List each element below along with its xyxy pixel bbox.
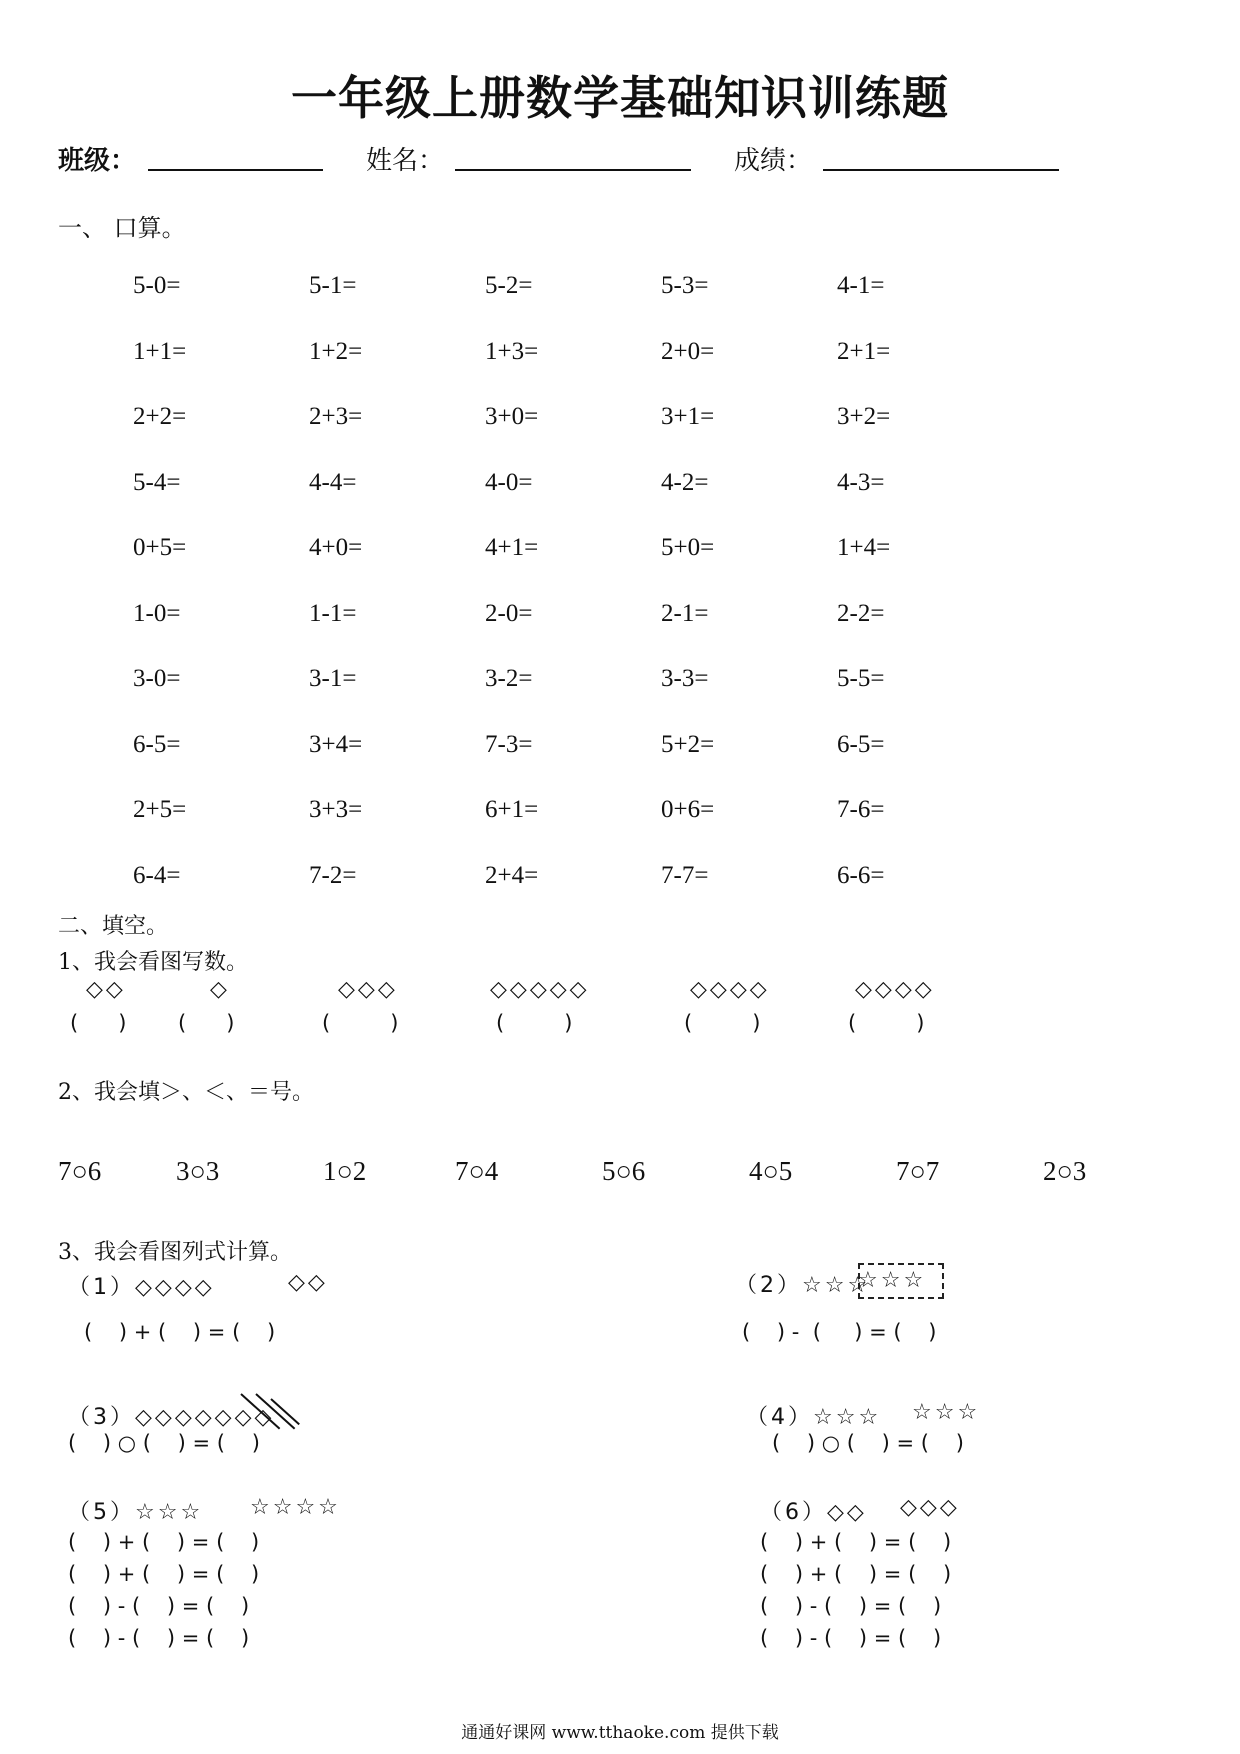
oral-item[interactable]: 2-1= xyxy=(661,600,709,627)
oral-item[interactable]: 5-5= xyxy=(837,665,885,692)
q2-compare-item[interactable]: 7○4 xyxy=(455,1156,499,1186)
p5-equation-4[interactable]: ( ) - ( ) = ( ) xyxy=(68,1626,250,1650)
oral-item[interactable]: 2-2= xyxy=(837,600,885,627)
oral-item[interactable]: 1-0= xyxy=(133,600,181,627)
oral-item[interactable]: 4-3= xyxy=(837,469,885,496)
p6-equation-1[interactable]: ( ) + ( ) = ( ) xyxy=(760,1530,952,1554)
oral-item[interactable]: 1+2= xyxy=(309,338,363,365)
oral-item[interactable]: 2-0= xyxy=(485,600,533,627)
score-blank[interactable] xyxy=(823,169,1059,171)
p6-equation-3[interactable]: ( ) - ( ) = ( ) xyxy=(760,1594,942,1618)
oral-item[interactable]: 2+4= xyxy=(485,862,539,889)
oral-item[interactable]: 5-4= xyxy=(133,469,181,496)
p4-extra-stars: ☆☆☆ xyxy=(912,1400,981,1425)
oral-item[interactable]: 4+1= xyxy=(485,534,539,561)
oral-item[interactable]: 2+5= xyxy=(133,796,187,823)
footer-note: 通通好课网 www.tthaoke.com 提供下载 xyxy=(461,1723,779,1743)
p6-equation-4[interactable]: ( ) - ( ) = ( ) xyxy=(760,1626,942,1650)
p4-label: （4）☆☆☆ xyxy=(746,1405,882,1430)
p5-equation-1[interactable]: ( ) + ( ) = ( ) xyxy=(68,1530,260,1554)
q1-diamond-group: ◇◇◇◇◇ xyxy=(490,977,590,1002)
oral-item[interactable]: 6-6= xyxy=(837,862,885,889)
oral-item[interactable]: 3+4= xyxy=(309,731,363,758)
q1-answer-blank[interactable]: ( ) xyxy=(178,1011,235,1035)
p2-equation[interactable]: ( ) - ( ) = ( ) xyxy=(742,1320,937,1344)
q2-compare-item[interactable]: 4○5 xyxy=(749,1156,793,1186)
q2-compare-item[interactable]: 1○2 xyxy=(323,1156,367,1186)
section1-heading: 一、 口算。 xyxy=(58,214,186,242)
q1-diamond-group: ◇◇◇◇ xyxy=(855,977,935,1002)
p6-label: （6）◇◇ xyxy=(760,1500,867,1525)
oral-item[interactable]: 6-4= xyxy=(133,862,181,889)
name-blank[interactable] xyxy=(455,169,691,171)
oral-item[interactable]: 1+3= xyxy=(485,338,539,365)
oral-item[interactable]: 7-6= xyxy=(837,796,885,823)
p4-equation[interactable]: ( ) ○ ( ) = ( ) xyxy=(772,1431,964,1455)
q2-compare-item[interactable]: 5○6 xyxy=(602,1156,646,1186)
q2-compare-item[interactable]: 2○3 xyxy=(1043,1156,1087,1186)
section2-heading: 二、填空。 xyxy=(58,914,169,939)
class-blank[interactable] xyxy=(148,169,323,171)
oral-item[interactable]: 3-0= xyxy=(133,665,181,692)
p2-boxed-stars: ☆☆☆ xyxy=(858,1268,927,1293)
oral-item[interactable]: 3-3= xyxy=(661,665,709,692)
name-label: 姓名： xyxy=(366,146,445,176)
q1-answer-blank[interactable]: ( ) xyxy=(848,1011,925,1035)
q3-heading: 3、我会看图列式计算。 xyxy=(58,1240,292,1265)
oral-item[interactable]: 1-1= xyxy=(309,600,357,627)
q1-answer-blank[interactable]: ( ) xyxy=(684,1011,761,1035)
p3-label: （3）◇◇◇◇◇◇◇ xyxy=(68,1405,275,1430)
oral-item[interactable]: 3-1= xyxy=(309,665,357,692)
worksheet-title: 一年级上册数学基础知识训练题 xyxy=(291,71,949,125)
q1-diamond-group: ◇◇◇ xyxy=(338,977,398,1002)
oral-item[interactable]: 5-3= xyxy=(661,272,709,299)
oral-item[interactable]: 1+1= xyxy=(133,338,187,365)
q1-diamond-group: ◇ xyxy=(210,977,230,1002)
q2-compare-item[interactable]: 3○3 xyxy=(176,1156,220,1186)
oral-item[interactable]: 2+0= xyxy=(661,338,715,365)
q1-diamond-group: ◇◇◇◇ xyxy=(690,977,770,1002)
oral-item[interactable]: 3+2= xyxy=(837,403,891,430)
p6-extra-diamonds: ◇◇◇ xyxy=(900,1495,960,1520)
p1-equation[interactable]: ( ) + ( ) = ( ) xyxy=(84,1320,276,1344)
oral-item[interactable]: 1+4= xyxy=(837,534,891,561)
oral-item[interactable]: 2+2= xyxy=(133,403,187,430)
oral-item[interactable]: 6+1= xyxy=(485,796,539,823)
p5-equation-3[interactable]: ( ) - ( ) = ( ) xyxy=(68,1594,250,1618)
oral-item[interactable]: 4-2= xyxy=(661,469,709,496)
p1-label: （1）◇◇◇◇ xyxy=(68,1275,215,1300)
oral-item[interactable]: 3-2= xyxy=(485,665,533,692)
oral-item[interactable]: 2+3= xyxy=(309,403,363,430)
oral-item[interactable]: 7-7= xyxy=(661,862,709,889)
oral-item[interactable]: 3+1= xyxy=(661,403,715,430)
oral-item[interactable]: 3+3= xyxy=(309,796,363,823)
oral-item[interactable]: 2+1= xyxy=(837,338,891,365)
oral-item[interactable]: 5+2= xyxy=(661,731,715,758)
oral-item[interactable]: 4-0= xyxy=(485,469,533,496)
oral-item[interactable]: 4+0= xyxy=(309,534,363,561)
oral-item[interactable]: 0+5= xyxy=(133,534,187,561)
oral-item[interactable]: 5-1= xyxy=(309,272,357,299)
q1-heading: 1、我会看图写数。 xyxy=(58,950,248,975)
q2-compare-item[interactable]: 7○6 xyxy=(58,1156,102,1186)
q1-answer-blank[interactable]: ( ) xyxy=(70,1011,127,1035)
p3-equation[interactable]: ( ) ○ ( ) = ( ) xyxy=(68,1431,260,1455)
q1-diamond-group: ◇◇ xyxy=(86,977,126,1002)
oral-item[interactable]: 7-2= xyxy=(309,862,357,889)
oral-item[interactable]: 3+0= xyxy=(485,403,539,430)
p6-equation-2[interactable]: ( ) + ( ) = ( ) xyxy=(760,1562,952,1586)
class-label: 班级： xyxy=(58,146,137,176)
p5-label: （5）☆☆☆ xyxy=(68,1500,204,1525)
q1-answer-blank[interactable]: ( ) xyxy=(322,1011,399,1035)
oral-item[interactable]: 5-2= xyxy=(485,272,533,299)
oral-item[interactable]: 0+6= xyxy=(661,796,715,823)
p5-equation-2[interactable]: ( ) + ( ) = ( ) xyxy=(68,1562,260,1586)
oral-item[interactable]: 7-3= xyxy=(485,731,533,758)
q2-heading: 2、我会填＞、＜、＝号。 xyxy=(58,1080,314,1105)
oral-item[interactable]: 4-4= xyxy=(309,469,357,496)
p5-extra-stars: ☆☆☆☆ xyxy=(250,1495,341,1520)
p1-extra-diamonds: ◇◇ xyxy=(288,1270,328,1295)
oral-item[interactable]: 5-0= xyxy=(133,272,181,299)
q2-compare-item[interactable]: 7○7 xyxy=(896,1156,940,1186)
oral-item[interactable]: 4-1= xyxy=(837,272,885,299)
oral-item[interactable]: 6-5= xyxy=(133,731,181,758)
score-label: 成绩： xyxy=(734,146,813,176)
p2-label: （2）☆☆☆ xyxy=(735,1273,871,1298)
oral-item[interactable]: 5+0= xyxy=(661,534,715,561)
oral-item[interactable]: 6-5= xyxy=(837,731,885,758)
q1-answer-blank[interactable]: ( ) xyxy=(496,1011,573,1035)
